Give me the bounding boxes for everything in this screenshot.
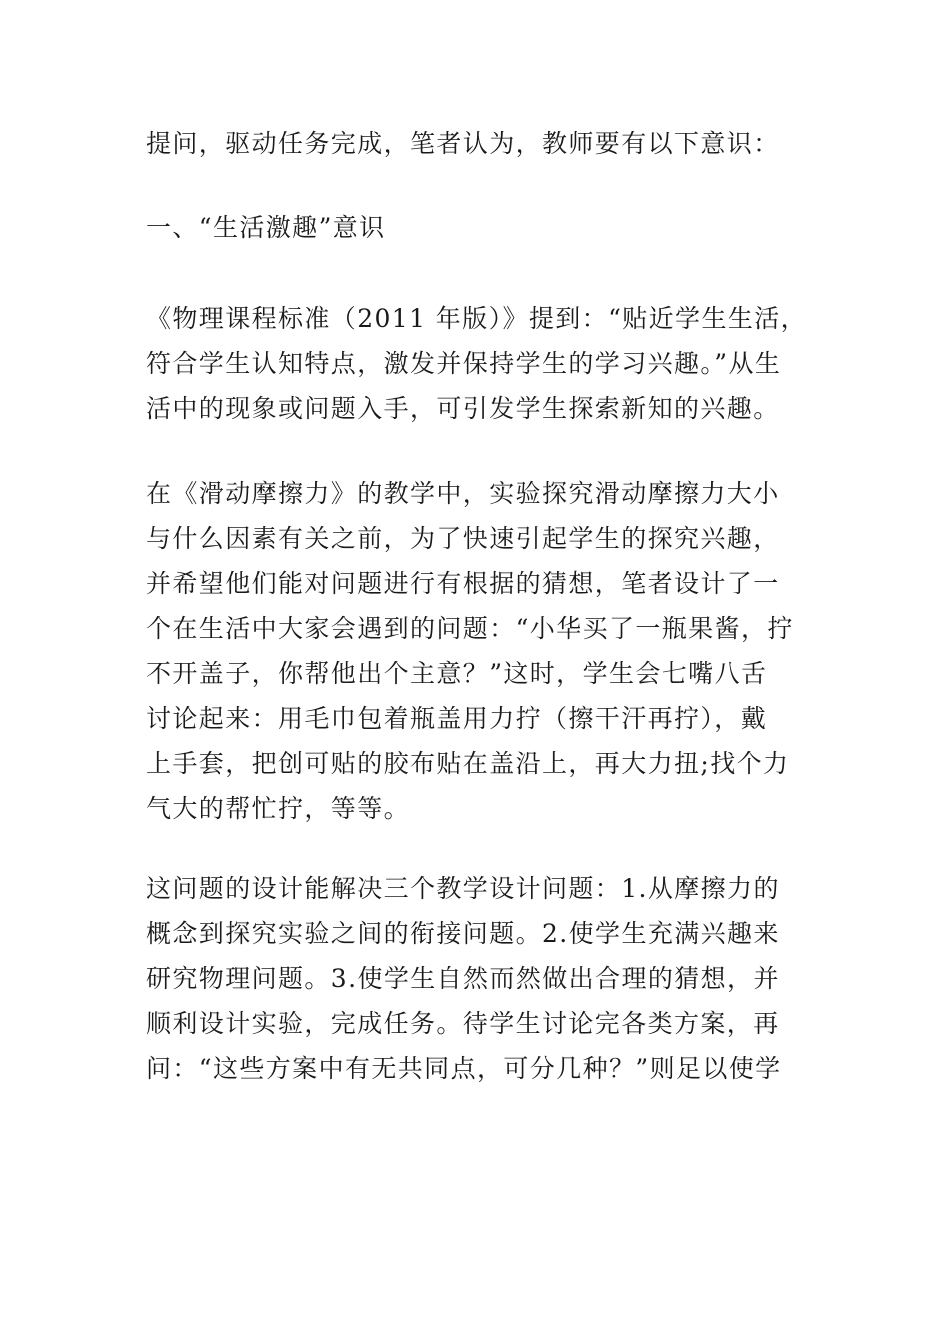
- section-heading: [146, 205, 811, 250]
- paragraph-design-benefits: [146, 866, 811, 1091]
- text-line: 《物理课程标准（2011 年版）》提到：“贴近学生生活，: [146, 304, 808, 333]
- text-line: 气大的帮忙拧，等等。: [146, 794, 411, 823]
- text-line: 不开盖子，你帮他出个主意？”这时，学生会七嘴八舌: [146, 659, 768, 688]
- text-line: 讨论起来：用毛巾包着瓶盖用力拧（擦干汗再拧），戴: [146, 704, 768, 733]
- text-line: 这问题的设计能解决三个教学设计问题：1.从摩擦力的: [146, 874, 780, 903]
- heading-line: 一、“生活激趣”意识: [146, 213, 386, 242]
- text-line: 与什么因素有关之前，为了快速引起学生的探究兴趣，: [146, 524, 780, 553]
- text-line: 问：“这些方案中有无共同点，可分几种？”则足以使学: [146, 1054, 782, 1083]
- text-line: 在《滑动摩擦力》的教学中，实验探究滑动摩擦力大小: [146, 479, 780, 508]
- text-line: 并希望他们能对问题进行有根据的猜想，笔者设计了一: [146, 569, 780, 598]
- text-line: 活中的现象或问题入手，可引发学生探索新知的兴趣。: [146, 394, 780, 423]
- text-line: 个在生活中大家会遇到的问题：“小华买了一瓶果酱，拧: [146, 614, 794, 643]
- paragraph-intro: [146, 121, 811, 166]
- text-line: 概念到探究实验之间的衔接问题。2.使学生充满兴趣来: [146, 919, 780, 948]
- text-line: 研究物理问题。3.使学生自然而然做出合理的猜想，并: [146, 964, 780, 993]
- text-line: 提问，驱动任务完成，笔者认为，教师要有以下意识：: [146, 129, 780, 158]
- text-line: 符合学生认知特点，激发并保持学生的学习兴趣。”从生: [146, 349, 782, 378]
- text-line: 上手套，把创可贴的胶布贴在盖沿上，再大力扭;找个力: [146, 749, 790, 778]
- text-line: 顺利设计实验，完成任务。待学生讨论完各类方案，再: [146, 1009, 780, 1038]
- paragraph-friction-example: [146, 471, 811, 831]
- paragraph-curriculum-standard: [146, 296, 811, 431]
